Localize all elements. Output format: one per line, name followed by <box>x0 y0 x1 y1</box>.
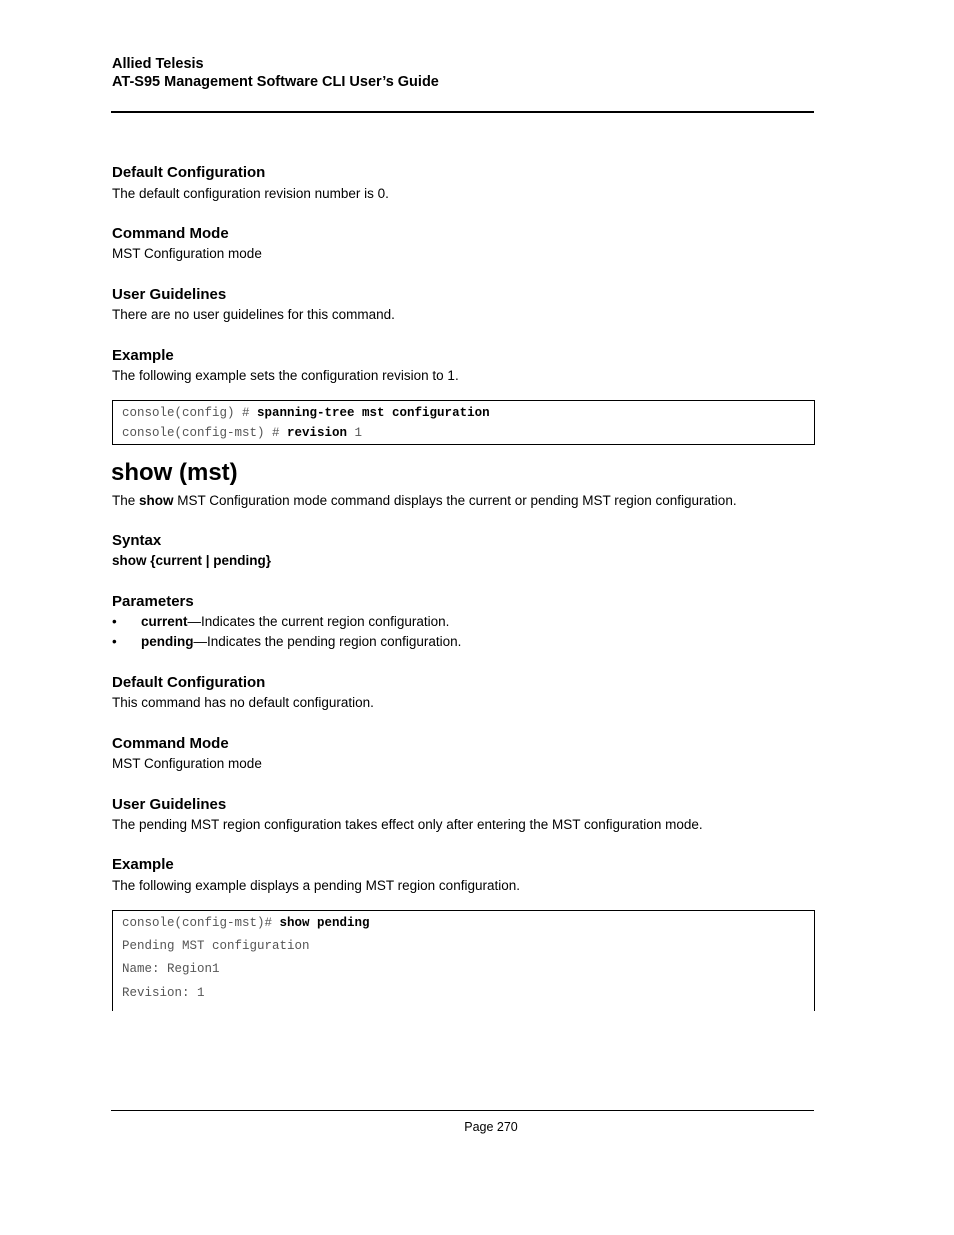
code-argument: 1 <box>347 426 363 440</box>
command-mode-heading: Command Mode <box>112 225 229 242</box>
command-mode-text: MST Configuration mode <box>112 756 262 771</box>
code-line <box>122 425 362 441</box>
section-intro: The show MST Configuration mode command displays the current or pending MST region configuration. <box>112 493 737 508</box>
header-divider <box>111 111 814 113</box>
guide-title: AT-S95 Management Software CLI User’s Guide <box>112 74 439 90</box>
default-config-heading: Default Configuration <box>112 674 266 691</box>
code-command: show pending <box>279 916 370 930</box>
user-guidelines-heading: User Guidelines <box>112 796 227 813</box>
example-text: The following example displays a pending MST region configuration. <box>112 878 520 893</box>
code-line <box>122 915 370 931</box>
code-command: spanning-tree mst configuration <box>257 406 490 420</box>
parameter-name: pending <box>141 634 194 649</box>
code-example-box <box>112 400 815 445</box>
code-line <box>122 405 490 421</box>
section-title: show (mst) <box>111 459 238 486</box>
code-prompt: console(config-mst) # <box>122 426 288 440</box>
parameter-description: —Indicates the current region configuration. <box>187 614 450 629</box>
parameter-name: current <box>141 614 188 629</box>
code-command: revision <box>287 426 348 440</box>
code-prompt: console(config-mst)# <box>122 916 280 930</box>
bullet-icon: • <box>112 614 117 629</box>
code-output-line: Revision: 1 <box>122 986 205 1000</box>
parameter-description: —Indicates the pending region configuration. <box>193 634 462 649</box>
parameters-heading: Parameters <box>112 593 194 610</box>
code-example-box <box>112 910 815 1011</box>
example-heading: Example <box>112 856 174 873</box>
default-config-text: This command has no default configuration. <box>112 695 374 710</box>
syntax-heading: Syntax <box>112 532 162 549</box>
syntax-text: show {current | pending} <box>112 553 272 568</box>
parameter-item <box>141 633 461 650</box>
page-number: Page 270 <box>464 1120 518 1134</box>
footer-divider <box>111 1110 814 1111</box>
command-mode-text: MST Configuration mode <box>112 246 262 261</box>
user-guidelines-text: There are no user guidelines for this command. <box>112 307 395 322</box>
code-prompt: console(config) # <box>122 406 258 420</box>
user-guidelines-heading: User Guidelines <box>112 286 227 303</box>
command-mode-heading: Command Mode <box>112 735 229 752</box>
code-output-line: Pending MST configuration <box>122 939 310 953</box>
code-output-line: Name: Region1 <box>122 962 220 976</box>
document-header <box>112 55 439 91</box>
command-name: show <box>139 493 174 508</box>
example-heading: Example <box>112 347 174 364</box>
example-text: The following example sets the configuration revision to 1. <box>112 368 459 383</box>
bullet-icon: • <box>112 634 117 649</box>
default-config-heading: Default Configuration <box>112 164 266 181</box>
user-guidelines-text: The pending MST region configuration takes effect only after entering the MST configuration mode. <box>112 817 703 832</box>
company-name: Allied Telesis <box>112 56 204 72</box>
parameter-item <box>141 613 449 630</box>
default-config-text: The default configuration revision number is 0. <box>112 186 389 201</box>
